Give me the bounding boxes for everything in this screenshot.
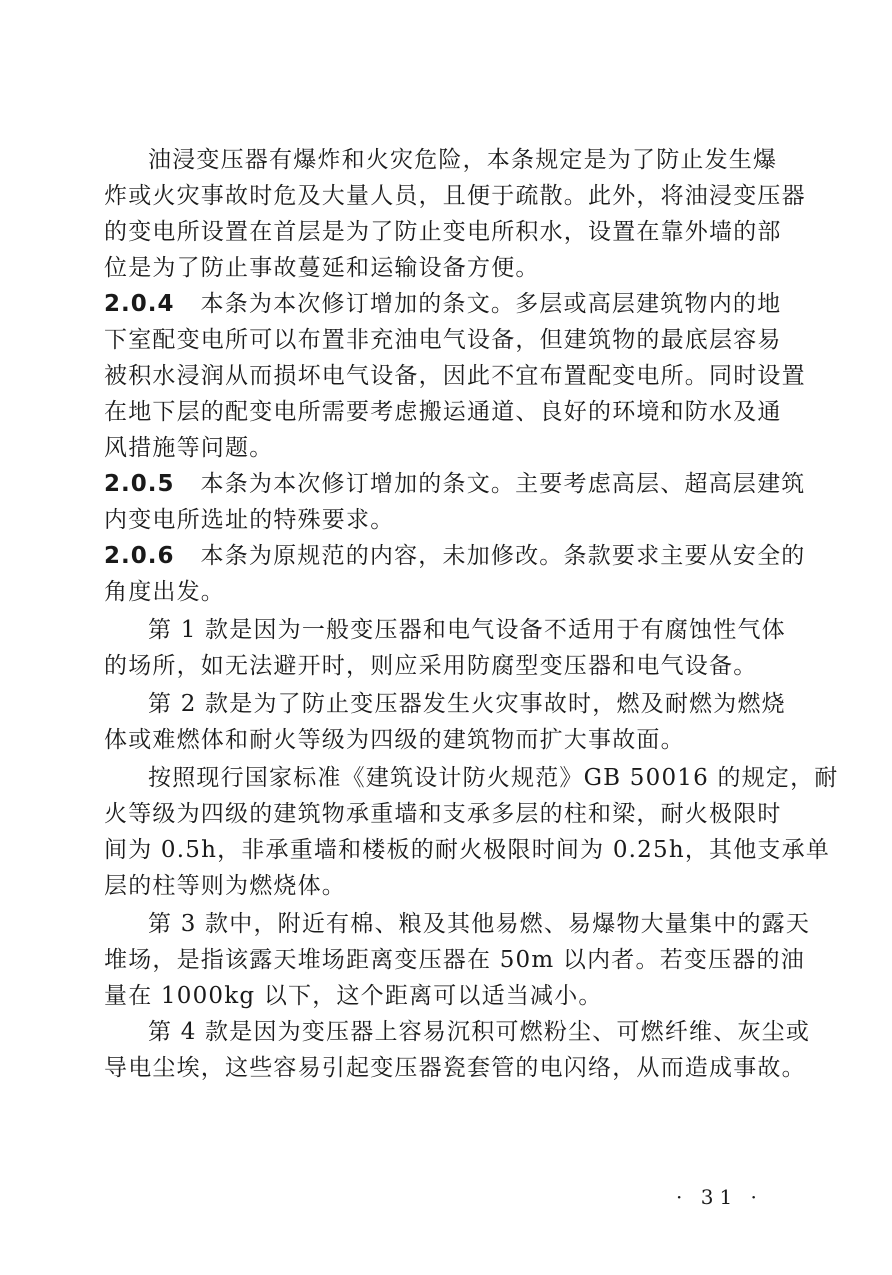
text-line: 按照现行国家标准《建筑设计防火规范》GB 50016 的规定，耐 bbox=[148, 765, 839, 791]
clause-2-0-5 bbox=[104, 466, 806, 502]
text-line: 第 2 款是为了防止变压器发生火灾事故时，燃及耐燃为燃烧 bbox=[148, 691, 786, 717]
text-line: 下室配变电所可以布置非充油电气设备，但建筑物的最底层容易 bbox=[104, 327, 782, 353]
text-line: 角度出发。 bbox=[104, 579, 225, 605]
text-line: 的变电所设置在首层是为了防止变电所积水，设置在靠外墙的部 bbox=[104, 219, 782, 245]
text-line: 第 1 款是因为一般变压器和电气设备不适用于有腐蚀性气体 bbox=[148, 617, 786, 643]
clause-text: 本条为原规范的内容，未加修改。条款要求主要从安全的 bbox=[200, 543, 806, 569]
clause-number: 2.0.6 bbox=[104, 543, 175, 569]
text-line: 内变电所选址的特殊要求。 bbox=[104, 507, 395, 533]
text-line: 风措施等问题。 bbox=[104, 435, 274, 461]
clause-text: 本条为本次修订增加的条文。主要考虑高层、超高层建筑 bbox=[200, 471, 806, 497]
text-line: 火等级为四级的建筑物承重墙和支承多层的柱和梁，耐火极限时 bbox=[104, 801, 782, 827]
clause-text: 本条为本次修订增加的条文。多层或高层建筑物内的地 bbox=[200, 291, 782, 317]
text-line: 第 3 款中，附近有棉、粮及其他易燃、易爆物大量集中的露天 bbox=[148, 911, 811, 937]
text-line: 第 4 款是因为变压器上容易沉积可燃粉尘、可燃纤维、灰尘或 bbox=[148, 1019, 811, 1045]
text-line: 的场所，如无法避开时，则应采用防腐型变压器和电气设备。 bbox=[104, 653, 758, 679]
text-line: 层的柱等则为燃烧体。 bbox=[104, 873, 346, 899]
text-line: 被积水浸润从而损坏电气设备，因此不宜布置配变电所。同时设置 bbox=[104, 363, 806, 389]
text-line: 间为 0.5h，非承重墙和楼板的耐火极限时间为 0.25h，其他支承单 bbox=[104, 837, 831, 863]
clause-number: 2.0.4 bbox=[104, 291, 175, 317]
clause-2-0-6 bbox=[104, 538, 806, 574]
text-line: 油浸变压器有爆炸和火灾危险，本条规定是为了防止发生爆 bbox=[148, 147, 778, 173]
page-number: · 31 · bbox=[676, 1185, 763, 1209]
text-line: 量在 1000kg 以下，这个距离可以适当减小。 bbox=[104, 983, 603, 1009]
text-line: 位是为了防止事故蔓延和运输设备方便。 bbox=[104, 255, 540, 281]
text-line: 炸或火灾事故时危及大量人员，且便于疏散。此外，将油浸变压器 bbox=[104, 183, 806, 209]
text-line: 体或难燃体和耐火等级为四级的建筑物而扩大事故面。 bbox=[104, 727, 685, 753]
text-line: 堆场，是指该露天堆场距离变压器在 50m 以内者。若变压器的油 bbox=[104, 947, 805, 973]
clause-number: 2.0.5 bbox=[104, 471, 175, 497]
text-line: 在地下层的配变电所需要考虑搬运通道、良好的环境和防水及通 bbox=[104, 399, 782, 425]
text-line: 导电尘埃，这些容易引起变压器瓷套管的电闪络，从而造成事故。 bbox=[104, 1055, 806, 1081]
clause-2-0-4 bbox=[104, 286, 782, 322]
